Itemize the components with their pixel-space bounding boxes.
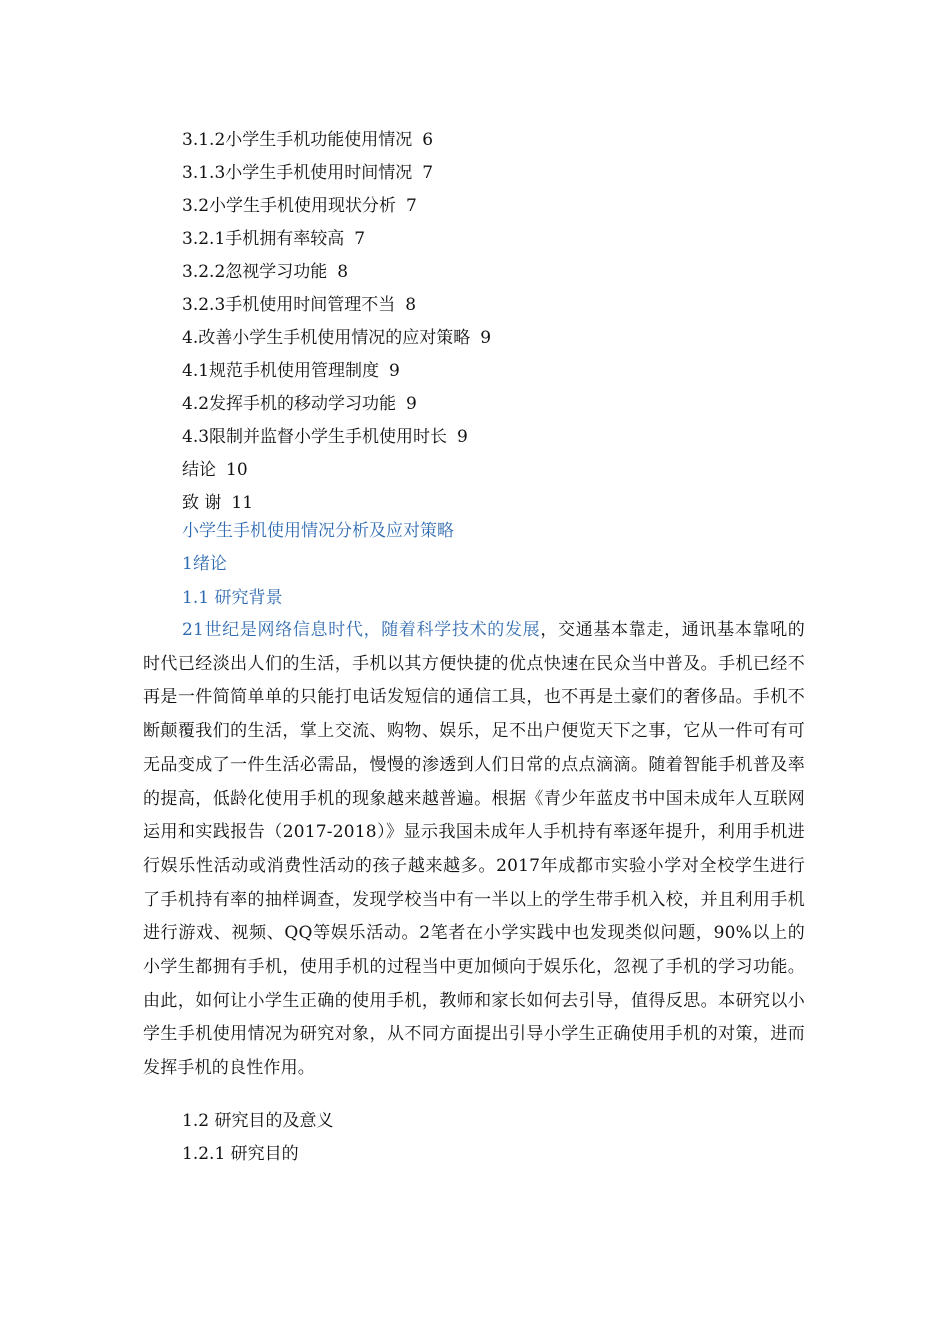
- toc-entry-page: 9: [389, 361, 400, 381]
- toc-entry-page: 9: [406, 394, 417, 414]
- toc-entry: [182, 124, 822, 157]
- toc-entry-page: 11: [231, 493, 254, 513]
- toc-entry-title: 3.2.1手机拥有率较高: [182, 229, 345, 249]
- toc-entry-page: 9: [480, 328, 492, 348]
- toc-entry-title: 3.2.3手机使用时间管理不当: [182, 295, 396, 315]
- body-paragraph: [143, 614, 805, 1086]
- paragraph-text: ，交通基本靠走，通讯基本靠吼的时代已经淡出人们的生活，手机以其方便快捷的优点快速在民众当中普及。手机已经不再是一件简简单单的只能打电话发短信的通信工具，也不再是土豪们的奢侈品。手机不断颠覆我们的生活，掌上交流、购物、娱乐，足不出户便览天下之事，它从一件可有可无品变成了一件生活必需品，慢慢的渗透到人们日常的点点滴滴。随着智能手机普及率的提高，低龄化使用手机的现象越来越普遍。根据《青少年蓝皮书中国未成年人互联网运用和实践报告（2017-2018）》显示我国未成年人手机持有率逐年提升，利用手机进行娱乐性活动或消费性活动的孩子越来越多。2017年成都市实验小学对全校学生进行了手机持有率的抽样调查，发现学校当中有一半以上的学生带手机入校，并且利用手机进行游戏、视频、QQ等娱乐活动。2笔者在小学实践中也发现类似问题，90%以上的小学生都拥有手机，使用手机的过程当中更加倾向于娱乐化，忽视了手机的学习功能。由此，如何让小学生正确的使用手机，教师和家长如何去引导，值得反思。本研究以小学生手机使用情况为研究对象，从不同方面提出引导小学生正确使用手机的对策，进而发挥手机的良性作用。: [143, 620, 805, 1079]
- table-of-contents: [182, 124, 822, 520]
- toc-entry-page: 8: [337, 262, 349, 282]
- toc-entry: [182, 421, 822, 454]
- toc-entry: [182, 355, 822, 388]
- toc-entry: [182, 388, 822, 421]
- document-title: 小学生手机使用情况分析及应对策略: [182, 521, 454, 541]
- toc-entry-title: 4.2发挥手机的移动学习功能: [182, 394, 397, 414]
- section-heading-intro: 1绪论: [182, 554, 227, 574]
- toc-entry: [182, 289, 822, 322]
- section-heading-background: 1.1 研究背景: [182, 588, 283, 608]
- toc-entry-page: 7: [354, 229, 366, 249]
- toc-entry-title: 4.1规范手机使用管理制度: [182, 361, 380, 381]
- toc-entry-page: 6: [422, 130, 434, 150]
- toc-entry-page: 7: [406, 196, 417, 216]
- toc-entry: [182, 454, 822, 487]
- toc-entry-title: 4.3限制并监督小学生手机使用时长: [182, 427, 448, 447]
- subsection-heading-purpose: 1.2.1 研究目的: [182, 1144, 299, 1164]
- toc-entry-page: 7: [422, 163, 434, 183]
- toc-entry-title: 3.1.2小学生手机功能使用情况: [182, 130, 413, 150]
- toc-entry: [182, 190, 822, 223]
- toc-entry-title: 致 谢: [182, 493, 222, 513]
- toc-entry-page: 8: [405, 295, 417, 315]
- toc-entry-page: 9: [457, 427, 468, 447]
- toc-entry-title: 4.改善小学生手机使用情况的应对策略: [182, 328, 471, 348]
- toc-entry-page: 10: [226, 460, 248, 480]
- toc-entry-title: 3.1.3小学生手机使用时间情况: [182, 163, 413, 183]
- toc-entry-title: 3.2.2忽视学习功能: [182, 262, 328, 282]
- toc-entry: [182, 223, 822, 256]
- toc-entry: [182, 157, 822, 190]
- toc-entry: [182, 256, 822, 289]
- toc-entry-title: 3.2小学生手机使用现状分析: [182, 196, 397, 216]
- section-heading-purpose: 1.2 研究目的及意义: [182, 1111, 334, 1131]
- toc-entry: [182, 322, 822, 355]
- toc-entry-title: 结论: [182, 460, 216, 480]
- paragraph-lead-text: 21世纪是网络信息时代，随着科学技术的发展: [182, 620, 541, 640]
